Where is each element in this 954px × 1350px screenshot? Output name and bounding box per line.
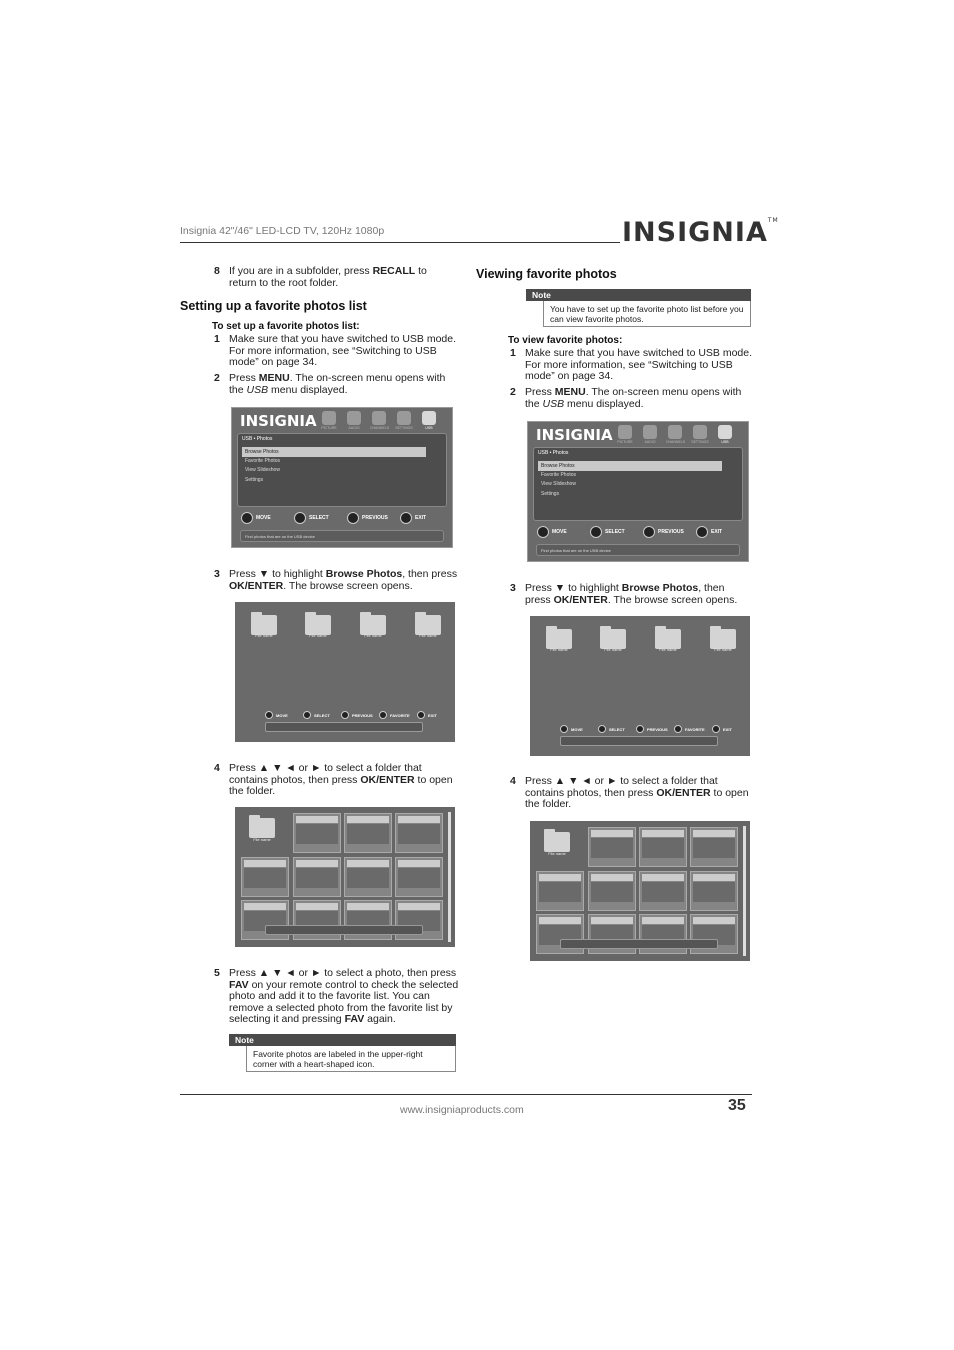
document-header-title: Insignia 42"/46" LED-LCD TV, 120Hz 1080p	[180, 225, 385, 237]
key-previous: PREVIOUS	[643, 526, 690, 538]
audio-icon	[643, 425, 657, 439]
tab-channels: CHANNELS	[370, 411, 388, 430]
settings-icon	[693, 425, 707, 439]
step-1-setup: 1 Make sure that you have switched to USB mode. For more information, see “Switching to USB mode” on page 34.	[214, 333, 457, 368]
menu-breadcrumb: USB • Photos	[242, 436, 273, 442]
tab-picture: PICTURE	[320, 411, 338, 430]
menu-help-text: Find photos that are on the USB device	[240, 530, 444, 542]
folder-name: File name	[364, 633, 382, 638]
tab-audio: AUDIO	[641, 425, 659, 444]
photo-thumbnail	[395, 857, 443, 897]
photo-grid-screenshot	[530, 821, 750, 961]
step-2-setup: 2 Press MENU. The on-screen menu opens with the USB menu displayed.	[214, 372, 446, 396]
tab-picture: PICTURE	[616, 425, 634, 444]
menu-item-settings: Settings	[541, 491, 560, 497]
menu-brand: INSIGNIA	[240, 412, 317, 430]
note-label: Note	[526, 289, 751, 301]
key-previous: PREVIOUS	[347, 512, 394, 524]
exit-key-icon	[400, 512, 412, 524]
folder-name: File name	[550, 647, 568, 652]
section-heading-setup: Setting up a favorite photos list	[180, 299, 367, 313]
antenna-icon	[668, 425, 682, 439]
insignia-logo: INSIGNIA™	[622, 217, 779, 248]
fav-key-icon	[379, 711, 387, 719]
browse-info-box	[560, 736, 718, 746]
move-key-icon	[560, 725, 568, 733]
picture-icon	[618, 425, 632, 439]
key-exit: EXIT	[400, 512, 447, 524]
step-3-setup: 3 Press ▼ to highlight Browse Photos, then press OK/ENTER. The browse screen opens.	[214, 568, 458, 592]
key-exit: EXIT	[696, 526, 743, 538]
photo-grid-screenshot	[235, 807, 455, 947]
menu-item-view-slideshow: View Slideshow	[245, 467, 280, 473]
tab-usb: USB	[716, 425, 734, 444]
photo-thumbnail	[395, 813, 443, 853]
ok-key-icon	[303, 711, 311, 719]
menu-item-browse-photos: Browse Photos	[242, 447, 426, 457]
step-3-view: 3 Press ▼ to highlight Browse Photos, then press OK/ENTER. The browse screen opens.	[510, 582, 738, 606]
key-move: MOVE	[537, 526, 584, 538]
key-select: SELECT	[294, 512, 341, 524]
folder-icon	[360, 615, 386, 635]
menu-key-icon	[636, 725, 644, 733]
folder-icon	[710, 629, 736, 649]
menu-item-favorite-photos: Favorite Photos	[541, 472, 577, 478]
folder-name: File name	[659, 647, 677, 652]
browse-key-bar: MOVE SELECT PREVIOUS FAVORITE EXIT	[265, 710, 452, 720]
audio-icon	[347, 411, 361, 425]
browse-info-box	[265, 722, 423, 732]
tab-audio: AUDIO	[345, 411, 363, 430]
tab-channels: CHANNELS	[666, 425, 684, 444]
ok-key-icon	[590, 526, 602, 538]
procedure-heading-setup: To set up a favorite photos list:	[212, 321, 360, 332]
photo-thumbnail	[639, 827, 687, 867]
menu-key-icon	[643, 526, 655, 538]
step-4-view: 4 Press ▲ ▼ ◄ or ► to select a folder that contains photos, then press OK/ENTER to open the folder.	[510, 775, 749, 810]
move-key-icon	[537, 526, 549, 538]
move-key-icon	[265, 711, 273, 719]
menu-panel	[533, 447, 743, 521]
folder-icon	[305, 615, 331, 635]
folder-icon	[415, 615, 441, 635]
folder-icon	[249, 818, 275, 838]
step-5-setup: 5 Press ▲ ▼ ◄ or ► to select a photo, then press FAV on your remote control to check the selected photo and add it to the favorite list. You can remove a selected photo from the favorite list by selecting it and pressing FAV again.	[214, 967, 459, 1025]
menu-item-settings: Settings	[245, 477, 264, 483]
grid-info-box	[265, 925, 423, 935]
folder-name: File name	[309, 633, 327, 638]
step-1-view: 1 Make sure that you have switched to USB mode. For more information, see “Switching to USB mode” on page 34.	[510, 347, 753, 382]
page-number: 35	[728, 1097, 746, 1114]
usb-menu-screenshot	[527, 421, 749, 562]
folder-icon	[655, 629, 681, 649]
photo-thumbnail	[588, 827, 636, 867]
usb-icon	[422, 411, 436, 425]
fav-key-icon	[674, 725, 682, 733]
folder-name: File name	[419, 633, 437, 638]
folder-icon	[600, 629, 626, 649]
ok-key-icon	[598, 725, 606, 733]
menu-brand: INSIGNIA	[536, 426, 613, 444]
folder-name: File name	[253, 837, 271, 842]
tab-settings: SETTINGS	[395, 411, 413, 430]
scrollbar	[743, 826, 746, 956]
grid-info-box	[560, 939, 718, 949]
photo-thumbnail	[639, 871, 687, 911]
folder-name: File name	[548, 851, 566, 856]
photo-thumbnail	[293, 813, 341, 853]
menu-key-icon	[347, 512, 359, 524]
menu-help-text: Find photos that are on the USB device	[536, 544, 740, 556]
menu-item-browse-photos: Browse Photos	[538, 461, 722, 471]
section-heading-view: Viewing favorite photos	[476, 267, 617, 281]
exit-key-icon	[417, 711, 425, 719]
photo-thumbnail	[690, 827, 738, 867]
menu-panel	[237, 433, 447, 507]
footer-rule	[180, 1094, 752, 1095]
settings-icon	[397, 411, 411, 425]
usb-menu-screenshot	[231, 407, 453, 548]
folder-name: File name	[255, 633, 273, 638]
photo-thumbnail	[536, 871, 584, 911]
picture-icon	[322, 411, 336, 425]
step-2-view: 2 Press MENU. The on-screen menu opens with the USB menu displayed.	[510, 386, 742, 410]
menu-tabs	[320, 411, 438, 430]
key-select: SELECT	[590, 526, 637, 538]
exit-key-icon	[712, 725, 720, 733]
step-8: 8 If you are in a subfolder, press RECALL to return to the root folder.	[214, 265, 427, 289]
menu-tabs	[616, 425, 734, 444]
note-label: Note	[229, 1034, 456, 1046]
browse-screen-screenshot	[530, 616, 750, 756]
folder-icon	[251, 615, 277, 635]
note-text: Favorite photos are labeled in the upper-right corner with a heart-shaped icon.	[246, 1046, 456, 1072]
photo-thumbnail	[344, 857, 392, 897]
tab-settings: SETTINGS	[691, 425, 709, 444]
antenna-icon	[372, 411, 386, 425]
ok-key-icon	[294, 512, 306, 524]
menu-key-icon	[341, 711, 349, 719]
scrollbar	[448, 812, 451, 942]
exit-key-icon	[696, 526, 708, 538]
folder-name: File name	[604, 647, 622, 652]
menu-item-view-slideshow: View Slideshow	[541, 481, 576, 487]
key-move: MOVE	[241, 512, 288, 524]
photo-thumbnail	[588, 871, 636, 911]
menu-key-bar	[533, 525, 743, 539]
photo-thumbnail	[690, 871, 738, 911]
step-4-setup: 4 Press ▲ ▼ ◄ or ► to select a folder that contains photos, then press OK/ENTER to open the folder.	[214, 762, 453, 797]
footer-url: www.insigniaproducts.com	[400, 1104, 524, 1116]
photo-thumbnail	[293, 857, 341, 897]
header-rule	[180, 242, 620, 243]
photo-thumbnail	[241, 857, 289, 897]
note-text: You have to set up the favorite photo list before you can view favorite photos.	[543, 301, 751, 327]
photo-thumbnail	[344, 813, 392, 853]
menu-item-favorite-photos: Favorite Photos	[245, 458, 281, 464]
folder-name: File name	[714, 647, 732, 652]
browse-screen-screenshot	[235, 602, 455, 742]
usb-icon	[718, 425, 732, 439]
move-key-icon	[241, 512, 253, 524]
menu-breadcrumb: USB • Photos	[538, 450, 569, 456]
folder-icon	[544, 832, 570, 852]
menu-key-bar	[237, 511, 447, 525]
browse-key-bar: MOVE SELECT PREVIOUS FAVORITE EXIT	[560, 724, 747, 734]
tab-usb: USB	[420, 411, 438, 430]
folder-icon	[546, 629, 572, 649]
procedure-heading-view: To view favorite photos:	[508, 335, 623, 346]
